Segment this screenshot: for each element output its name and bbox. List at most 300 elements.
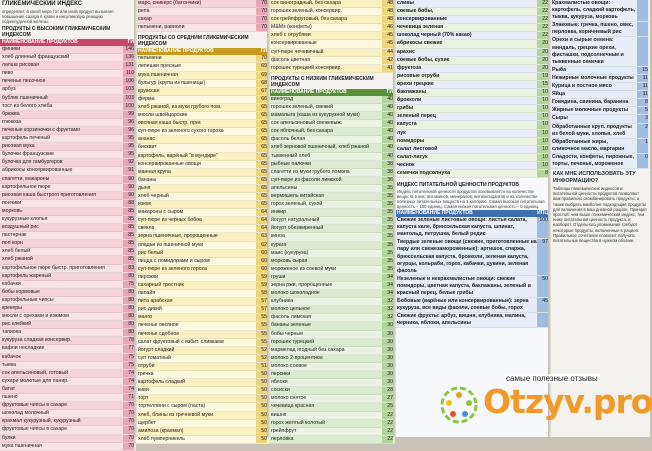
product-name: отруби [138,362,155,369]
index-value: 51 [256,363,267,370]
product-name: бананы зеленые [271,322,311,329]
column-high-gi [0,0,136,449]
index-value: 50 [256,403,267,410]
index-value: 35 [382,185,393,192]
table-row [136,16,269,24]
index-value: 50 [256,428,267,435]
index-value: 74 [123,386,134,393]
index-value: 8 [537,170,548,177]
table-row [269,144,395,152]
table-row [269,177,395,185]
index-value: 70 [123,410,134,417]
product-name: Крахмалистые овощи: картофель, сладкий картофель, тыква, кукуруза, морковь [552,0,636,21]
index-value: 22 [537,0,548,7]
product-name: консервированные [271,40,317,47]
product-name: зерна пшеничные, пророщенные [138,233,218,240]
table-row [0,143,136,151]
index-value: 40 [382,112,393,119]
index-value: 40 [382,153,393,160]
product-name: арбуз [2,86,16,93]
index-value: 90 [123,192,134,199]
index-value: 22 [537,16,548,23]
index-value: 35 [382,225,393,232]
index-value: 65 [256,136,267,143]
product-name: картофельные чипсы [2,296,54,303]
table-row [136,201,269,209]
product-name: горошек турецкий консервир. [271,64,342,71]
nutrient-index-continued-rows [550,0,650,169]
product-name: финики [2,46,21,52]
table-row [395,138,550,146]
product-name: суп-пюре из зеленого гороха [138,265,207,272]
index-value: 80 [123,313,134,320]
table-row [269,412,395,420]
index-value: 106 [123,78,134,85]
product-name: Жирные молочные продукты [552,107,629,114]
table-row [269,233,395,241]
index-value: 32 [382,298,393,305]
product-name: йогурт обезжиренный [271,225,324,232]
table-row [269,420,395,428]
table-row [0,337,136,345]
index-value: 70 [256,55,267,62]
product-name: картофель жареный [2,272,52,279]
index-value: 55 [256,331,267,338]
product-name: помидоры [397,137,425,144]
product-name: виноград [271,95,294,102]
index-value: 22 [382,412,393,419]
product-name: киноа [271,233,285,240]
product-name: овсяная каша быстр. приг. [138,120,202,127]
otzyv-watermark [437,374,652,437]
table-row [395,154,550,162]
product-name: Обработанные жиры, сливочное масло, маргарин [552,138,625,152]
product-name: бобы кормовые [2,288,40,295]
table-row [0,443,136,451]
product-name: горошек турецкий [271,338,314,345]
product-name: пицца с помидорами и сыром [138,257,210,264]
product-name: хлеб ржаной, из муки грубого пом. [138,103,222,110]
table-row [136,88,269,96]
product-name: горох желтый колотый [271,419,326,426]
index-value: 65 [256,153,267,160]
product-name: сливы [397,0,414,6]
index-value: 50 [256,436,267,443]
howto-title: КАК МНЕ ИСПОЛЬЗОВАТЬ ЭТУ ИНФОРМАЦИЮ? [553,171,636,184]
index-value: 28 [382,387,393,394]
index-value: 74 [123,378,134,385]
index-value: 75 [123,354,134,361]
product-name: мороженое из соевой муки [271,265,337,272]
table-row [136,104,269,112]
product-name: Орехи и сырые семена: миндаль, грецкие орехи, фисташки, подсолнечные и тыквенные семечки [552,37,624,65]
table-row [0,281,136,289]
product-name: соевые бобы, [397,8,434,15]
product-name: грейпфрут [271,427,297,434]
medium-gi-rows [136,55,269,444]
product-name: сок грейпфрутовый, без сахара [271,16,347,23]
table-row [269,225,395,233]
index-value: 48 [382,16,393,23]
product-name: рис дикий [138,306,162,313]
product-name: кукуруза сладкая консервир. [2,337,72,344]
product-name: сок виноградный, без сахара [271,0,341,6]
table-row [395,146,550,154]
product-name: гречка [138,371,154,378]
howto-text: Таблицы гликемических индексов и питательной ценности продуктов позволяют вам правильно скомбинировать продукты, а также выбрать наиболее подходящие продукты для включения в ваш дневной рацион. Принцип простой: чем выше гликемический индекс, тем ниже питательная ценность продукта, и наоборот. Отдельного упоминания требуют некоторые продукты, включенные в рацион. Правильное сочетание позволит получать питательные вещества в нужном объеме. [553,186,647,244]
table-row [0,119,136,127]
product-name: рис белый [138,249,164,256]
index-value: 50 [537,276,548,297]
index-value: 40 [382,128,393,135]
table-header [136,48,269,55]
product-name: Обработанные круп. продукты из белой муки, хлопья, хлеб [552,123,632,137]
table-row [136,379,269,387]
product-name: молоко снятое [271,395,307,402]
index-value: 35 [382,209,393,216]
column-medium-gi [136,0,269,442]
index-value: 75 [123,362,134,369]
product-name: рис клейкий [2,321,32,328]
product-name: суп-пюре чечевичный [271,48,324,55]
page-fold [393,0,396,437]
product-name: хлеб белый [2,248,31,255]
table-row [136,282,269,290]
table-row [269,282,395,290]
index-value: 97 [537,239,548,274]
table-row [0,192,136,200]
product-name: бисквит [138,144,157,151]
product-name: тост из белого хлеба [2,102,53,109]
table-row [269,371,395,379]
index-value: 40 [382,104,393,111]
product-name: дыня [138,184,151,191]
index-value: 20 [537,57,548,64]
index-value: 41 [382,65,393,72]
product-name: рисовая мука [2,143,35,150]
product-name: фасоль белая [271,136,306,143]
index-value: 52 [256,355,267,362]
table-row [136,403,269,411]
product-name: чеснок [397,161,415,168]
index-value: 10 [537,97,548,104]
product-name: тыква [2,361,16,368]
product-name: ананас [138,136,155,143]
product-name: пиво [2,70,14,77]
product-name: абрикосы консервированные [2,167,73,174]
product-name: инжир [271,209,287,216]
product-name: мука пшеничная [2,442,42,449]
index-value: 46 [382,24,393,31]
product-name: киви [138,387,149,394]
index-value: 10 [537,89,548,96]
product-name: абрикосы свежие [397,40,443,47]
product-name: суп-пюре из фасоли лимской [271,176,342,183]
product-name: хлеб пумперникель [138,435,185,442]
index-value: 66 [256,96,267,103]
index-value: 78 [123,337,134,344]
table-row [269,112,395,120]
table-row [0,265,136,273]
table-row [136,217,269,225]
table-row [395,217,550,239]
table-row [136,112,269,120]
index-value: 65 [256,185,267,192]
table-row [136,331,269,339]
index-value: 85 [123,216,134,223]
table-row [395,121,550,129]
table-row [0,176,136,184]
index-value: 65 [256,128,267,135]
product-name: хлеб длинный французский [2,54,70,61]
index-value: 5 [637,107,648,114]
table-row [269,153,395,161]
product-name: булочки французские [2,151,54,158]
product-name: печенье песочное [2,78,46,85]
product-name: Твердые зеленые овощи (свежие, приготовленные на пару или свежезамороженные): артишок, спаржа, брюссельская капуста, брокколи, зеленая капуста, огурцы, кольраби, горох, кабачки, цукини, зеленая фасоль [397,239,537,274]
table-row [269,250,395,258]
index-value: 85 [123,248,134,255]
index-value: 22 [382,428,393,435]
index-value: 11 [637,91,648,98]
index-value: 59 [256,282,267,289]
index-value: 70 [123,418,134,425]
header-name: НАИМЕНОВАНИЕ ПРОДУКТОВ [271,88,347,95]
product-name: изюм [138,201,151,208]
table-row [0,378,136,386]
product-name: молоко 2-процентное [271,354,323,361]
table-row [395,97,550,105]
high-gi-section-title: ПРОДУКТЫ С ВЫСОКИМ ГЛИКЕМИЧЕСКИМ ИНДЕКСОМ [2,26,111,38]
table-row [136,177,269,185]
index-value: 80 [123,289,134,296]
table-row [136,436,269,444]
table-row [269,96,395,104]
product-name: консервированные овощи [138,160,201,167]
table-row [395,298,550,313]
index-value: 22 [537,32,548,39]
product-name: вишня [271,411,287,418]
index-value: 45 [382,32,393,39]
index-value: 40 [382,144,393,151]
header-name: НАИМЕНОВАНИЕ ПРОДУКТОВ [397,210,473,217]
index-value: 85 [123,224,134,231]
table-row [0,135,136,143]
index-value: 0 [637,154,648,168]
table-row [395,57,550,65]
table-row [395,81,550,89]
product-name: горошек зеленый, консервир. [271,8,342,15]
index-value: 42 [382,57,393,64]
product-name: сок яблочный, без сахара [271,128,333,135]
product-name: хлеб с отрубями [271,32,311,39]
index-value: 65 [256,104,267,111]
index-value: 75 [123,281,134,288]
index-value: 36 [382,177,393,184]
index-value: 71 [123,394,134,401]
product-name: маис (кукуруза) [271,249,309,256]
table-row [0,354,136,362]
table-row [136,144,269,152]
low-gi-section-title: ПРОДУКТЫ С НИЗКИМ ГЛИКЕМИЧЕСКИМ ИНДЕКСОМ [271,75,374,88]
product-name: оладьи из пшеничной муки [138,241,204,248]
product-name: торт [138,395,149,402]
index-value: 40 [382,120,393,127]
table-row [136,363,269,371]
product-name: рисовые отруби [397,72,440,79]
index-value: 50 [256,412,267,419]
product-name: картофельное пюре быстр. приготовления [2,264,105,271]
product-name: брюква [2,110,20,117]
product-name: бублик пшеничный [2,94,48,101]
product-name: свекла [138,225,155,232]
column-nutrient-index [395,0,550,437]
table-row [136,24,269,32]
product-name: сахар [138,16,152,23]
table-row [0,426,136,434]
table-row [0,329,136,337]
index-value: 64 [256,225,267,232]
table-row [269,322,395,330]
product-name: зерна ржи, пророщенные [271,282,333,288]
table-row [550,22,650,37]
product-name: кабачки [2,280,21,287]
table-row [136,80,269,88]
index-value: 80 [123,305,134,312]
index-value: 50 [256,420,267,427]
index-value: 85 [123,240,134,247]
table-row [0,70,136,78]
index-value: 68 [256,80,267,87]
product-name: печеные корзиночки с фруктами [2,126,81,133]
product-name: пончики [2,199,22,206]
index-value: 95 [123,143,134,150]
index-value: 57 [256,298,267,305]
index-value: 80 [123,329,134,336]
index-value: 55 [256,339,267,346]
index-value: 25 [382,403,393,410]
product-name: суп-пюре из черных бобов [138,217,202,224]
index-value: 99 [123,111,134,118]
table-row [550,107,650,115]
index-value [537,313,548,327]
index-value: 74 [123,370,134,377]
index-value: 38 [382,169,393,176]
table-row [0,394,136,402]
table-row [395,276,550,298]
table-row [0,151,136,159]
product-name: булки [2,434,16,441]
table-row [0,184,136,192]
table-row [269,331,395,339]
product-name: ферма [138,95,155,102]
index-value: 103 [123,95,134,102]
column-nutrient-index-continued [550,0,650,437]
table-row [0,208,136,216]
index-value: 70 [123,402,134,409]
index-value: 69 [256,63,267,70]
product-name: Сыры [552,115,568,122]
table-row [0,103,136,111]
index-value: 35 [382,258,393,265]
table-row [550,91,650,99]
medium-gi-section-title: ПРОДУКТЫ СО СРЕДНИМ ГЛИКЕМИЧЕСКИМ ИНДЕКСОМ [138,35,249,48]
product-name: салат фруктовый с взбит. сливками [138,338,224,345]
index-value: 35 [382,250,393,257]
index-value: 57 [256,306,267,313]
index-value: 70 [256,16,267,23]
table-row [395,73,550,81]
table-row [269,32,395,40]
table-row [0,297,136,305]
table-row [395,65,550,73]
index-value: 32 [382,306,393,313]
table-row [269,193,395,201]
page-fold [548,0,551,437]
table-row [136,314,269,322]
header-name: НАИМЕНОВАНИЕ ПРОДУКТОВ [138,48,214,55]
nutrient-index-rows [395,217,550,328]
product-name: марс, сникерс (батончики) [138,0,202,6]
table-row [0,95,136,103]
index-value: 48 [382,0,393,7]
index-value: 30 [382,355,393,362]
table-row [0,305,136,313]
index-value: 67 [256,88,267,95]
index-value: 2 [637,124,648,138]
index-value: 45 [382,40,393,47]
table-row [136,209,269,217]
table-row [269,298,395,306]
product-name: круассан [138,87,160,94]
table-row [0,78,136,86]
table-row [269,339,395,347]
product-name: капуста [397,121,417,128]
table-row [269,242,395,250]
product-name: сухари молотые для панир. [2,377,69,384]
index-value: 70 [256,8,267,15]
table-row [269,169,395,177]
index-value: 30 [382,363,393,370]
index-value: 92 [123,159,134,166]
table-row [550,83,650,91]
index-value: 22 [382,436,393,443]
page-fold [267,0,270,437]
index-value: 20 [537,49,548,56]
table-row [269,128,395,136]
table-row [0,224,136,232]
index-value: 35 [382,193,393,200]
index-value: 32 [382,314,393,321]
product-name: фруктоза [397,64,422,71]
table-row [395,170,550,178]
product-name: апельсины [271,184,298,191]
table-row [0,200,136,208]
product-name: кабачок [2,353,21,360]
index-value: 30 [382,347,393,354]
product-name: вафли несладкие [2,345,45,352]
index-value: 19 [537,73,548,80]
table-row [0,418,136,426]
product-name: лук [397,129,406,136]
product-name: морковь [2,207,23,214]
product-name: Рыба [552,66,566,73]
header-gi: ГИ [127,39,134,45]
product-name: перловка [271,435,294,442]
index-value: 64 [256,217,267,224]
table-row [136,128,269,136]
table-row [136,185,269,193]
